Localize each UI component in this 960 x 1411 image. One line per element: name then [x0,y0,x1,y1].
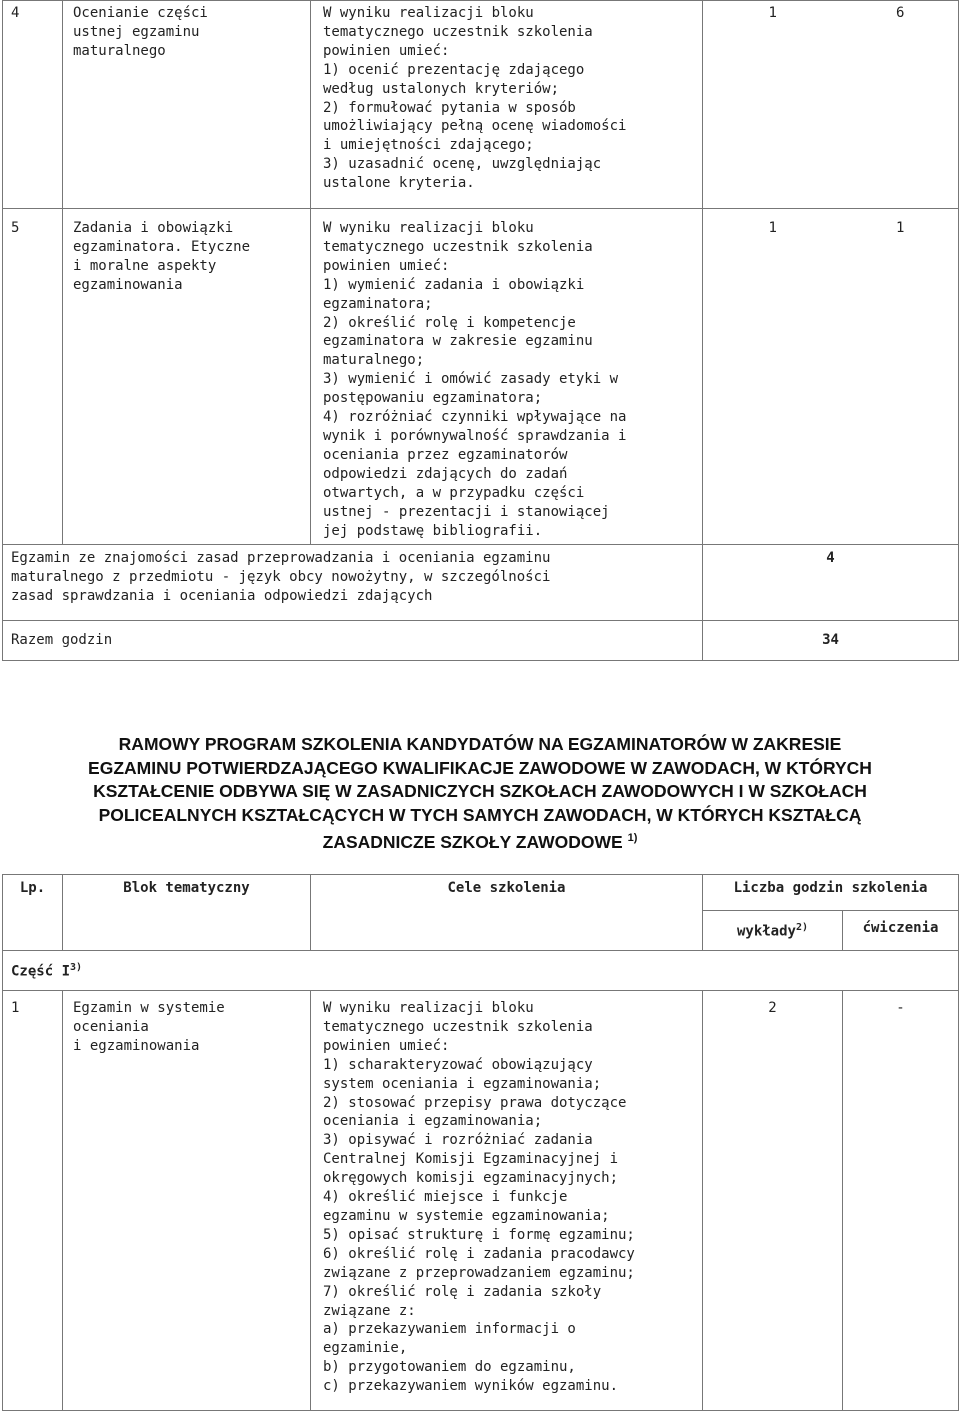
training-goals [311,991,703,1411]
goal-line: system oceniania i egzaminowania; [323,1075,602,1092]
goal-line: 4) określić miejsce i funkcje [323,1189,568,1206]
footnote-mark: 1) [627,832,638,844]
hours-exercises: 1 [896,220,905,236]
hours-lectures: 1 [768,5,777,21]
goal-line: tematycznego uczestnik szkolenia [323,1018,593,1035]
goal-line: oceniania przez egzaminatorów [323,446,568,463]
goal-line: 3) uzasadnić ocenę, uwzględniając [323,156,602,173]
goal-line: 3) wymienić i omówić zasady etyki w [323,371,619,388]
block-title-line: oceniania [73,1018,149,1035]
goal-line: postępowaniu egzaminatora; [323,390,543,407]
goal-line: według ustalonych kryteriów; [323,80,560,97]
block-title-line: i egzaminowania [73,1037,200,1054]
heading-line: POLICEALNYCH KSZTAŁCĄCYCH W TYCH SAMYCH ZAWODACH, W KTÓRYCH KSZTAŁCĄ [98,804,862,825]
exam-summary-line: Egzamin ze znajomości zasad przeprowadzania i oceniania egzaminu [11,550,551,566]
goal-line: egzaminatora; [323,295,433,312]
section-heading [30,733,930,854]
exam-summary-line: maturalnego z przedmiotu - język obcy nowożytny, w szczególności [11,568,551,585]
goal-line: 2) formułować pytania w sposób [323,99,576,116]
hours-lectures: 1 [768,220,777,236]
header-row [3,875,959,911]
block-title-line: i moralne aspekty [73,257,217,274]
hours-lectures: 2 [703,991,843,1411]
program-table [2,874,959,1411]
goal-line: b) przygotowaniem do egzaminu, [323,1359,576,1376]
header-goals: Cele szkolenia [311,875,703,951]
block-title-line: Zadania i obowiązki [73,220,234,236]
goal-line: odpowiedzi zdających do zadań [323,465,568,482]
goal-line: 1) wymienić zadania i obowiązki [323,276,585,293]
goal-line: W wyniku realizacji bloku [323,1000,534,1016]
goal-line: 4) rozróżniać czynniki wpływające na [323,409,627,426]
heading-line: EGZAMINU POTWIERDZAJĄCEGO KWALIFIKACJE ZAWODOWE W ZAWODACH, W KTÓRYCH [88,757,872,778]
goal-line: 2) określić rolę i kompetencje [323,314,576,331]
footnote-mark: 2) [795,922,809,933]
total-label: Razem godzin [3,621,703,661]
table-row [3,209,959,545]
row-number: 5 [3,209,63,545]
goal-line: egzaminu w systemie egzaminowania; [323,1207,610,1224]
goal-line: 6) określić rolę i zadania pracodawcy [323,1245,635,1262]
goal-line: 7) określić rolę i zadania szkoły [323,1283,602,1300]
goal-line: powinien umieć: [323,42,450,59]
header-hours: Liczba godzin szkolenia [703,875,959,911]
hours-cell [703,1,959,209]
exam-summary-line: zasad sprawdzania i oceniania odpowiedzi zdających [11,587,433,604]
goal-line: powinien umieć: [323,257,450,274]
header-lp: Lp. [3,875,63,951]
training-goals [311,209,703,545]
goal-line: związane z: [323,1302,416,1319]
goal-line: tematycznego uczestnik szkolenia [323,23,593,40]
goal-line: a) przekazywaniem informacji o [323,1321,576,1338]
goal-line: umożliwiający pełną ocenę wiadomości [323,118,627,135]
training-goals [311,1,703,209]
part-label [3,951,959,991]
block-title [63,1,311,209]
heading-line: KSZTAŁCENIE ODBYWA SIĘ W ZASADNICZYCH SZKOŁACH ZAWODOWYCH I W SZKOŁACH [93,781,867,801]
part-label-text: Część I [11,963,71,980]
table-row [3,991,959,1411]
goal-line: ustalone kryteria. [323,175,475,192]
table-row [3,545,959,621]
header-exercises: ćwiczenia [843,911,959,951]
goal-line: c) przekazywaniem wyników egzaminu. [323,1378,619,1395]
goal-line: wynik i porównywalność sprawdzania i [323,427,627,444]
goal-line: 5) opisać strukturę i formę egzaminu; [323,1226,635,1243]
header-block: Blok tematyczny [63,875,311,951]
block-title [63,209,311,545]
block-title-line: Egzamin w systemie [73,1000,225,1016]
hours-exercises: 6 [896,5,905,21]
hours-exercises: - [843,991,959,1411]
goal-line: i umiejętności zdającego; [323,137,534,154]
block-title-line: Ocenianie części [73,5,208,21]
goal-line: związane z przeprowadzaniem egzaminu; [323,1264,635,1281]
goal-line: 3) opisywać i rozróżniać zadania [323,1132,593,1149]
goal-line: Centralnej Komisji Egzaminacyjnej i [323,1151,619,1168]
goal-line: oceniania i egzaminowania; [323,1113,543,1130]
row-number: 4 [3,1,63,209]
hours-cell [703,209,959,545]
block-title-line: ustnej egzaminu [73,23,200,40]
exam-hours: 4 [703,545,959,621]
goal-line: 1) scharakteryzować obowiązujący [323,1056,593,1073]
block-title-line: maturalnego [73,42,166,59]
continuation-table [2,0,959,661]
heading-line: RAMOWY PROGRAM SZKOLENIA KANDYDATÓW NA EGZAMINATORÓW W ZAKRESIE [118,734,842,754]
footnote-mark: 3) [70,962,83,973]
table-row [3,621,959,661]
exam-summary [3,545,703,621]
goal-line: ustnej - prezentacji i stanowiącej [323,503,610,520]
block-title-line: egzaminatora. Etyczne [73,238,251,255]
block-title-line: egzaminowania [73,276,183,293]
goal-line: egzaminatora w zakresie egzaminu [323,333,593,350]
goal-line: W wyniku realizacji bloku [323,5,534,21]
heading-line-text: ZASADNICZE SZKOŁY ZAWODOWE [322,831,623,852]
goal-line: okręgowych komisji egzaminacyjnych; [323,1170,619,1187]
part-row [3,951,959,991]
goal-line: otwartych, a w przypadku części [323,484,585,501]
header-lectures [703,911,843,951]
header-lectures-label: wykłady [736,923,796,940]
table-row [3,1,959,209]
goal-line: maturalnego; [323,352,425,369]
goal-line: 1) ocenić prezentację zdającego [323,61,585,78]
goal-line: 2) stosować przepisy prawa dotyczące [323,1094,627,1111]
block-title [63,991,311,1411]
heading-line [30,827,930,854]
row-number: 1 [3,991,63,1411]
total-hours: 34 [703,621,959,661]
goal-line: jej podstawę bibliografii. [323,522,543,539]
goal-line: tematycznego uczestnik szkolenia [323,238,593,255]
goal-line: W wyniku realizacji bloku [323,220,534,236]
goal-line: egzaminie, [323,1340,408,1357]
goal-line: powinien umieć: [323,1037,450,1054]
